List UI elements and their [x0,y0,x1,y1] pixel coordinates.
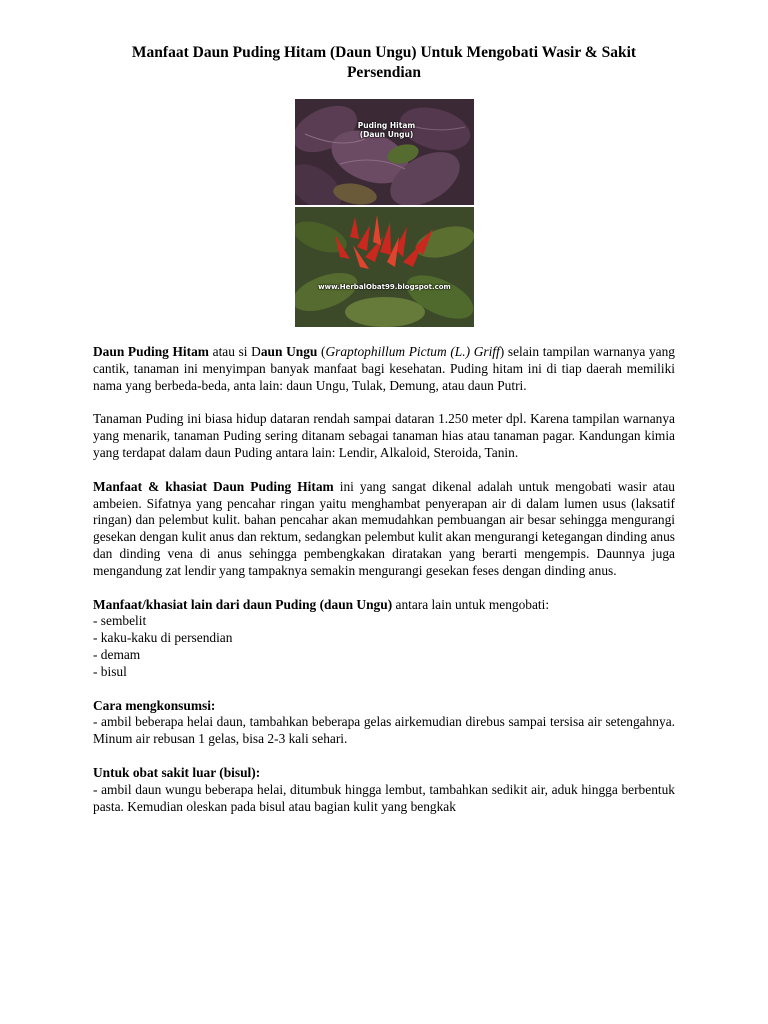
caption-line-1: Puding Hitam [357,121,416,130]
external-use-text: - ambil daun wungu beberapa helai, ditumbuk hingga lembut, tambahkan sedikit air, aduk hingga berbentuk pasta. Kemudian oleskan pada bisul atau bagian kulit yang bengkak [93,781,675,814]
purple-leaves-photo [295,99,474,205]
consumption-text: - ambil beberapa helai daun, tambahkan beberapa gelas airkemudian direbus sampai tersisa air setengahnya. Minum air rebusan 1 gelas, bisa 2-3 kali sehari. [93,714,675,747]
caption-line-2: (Daun Ungu) [359,130,414,139]
list-item: - sembelit [93,613,147,629]
red-flowers-illustration [295,207,474,327]
plant-photo-figure [295,99,474,327]
consumption-heading-text: Cara mengkonsumsi: [93,697,216,713]
list-item: - bisul [93,663,127,679]
intro-scientific-name: Graptophillum Pictum (L.) Griff [325,344,500,359]
benefits-paragraph [93,479,675,580]
document-title: Manfaat Daun Puding Hitam (Daun Ungu) Untuk Mengobati Wasir & Sakit Persendian [131,44,637,81]
other-benefits-text: antara lain untuk mengobati: [392,596,550,612]
list-item: - kaku-kaku di persendian [93,630,233,646]
intro-paragraph [93,344,675,394]
intro-text-3: ) selain tampilan warnanya yang cantik, tanaman ini menyimpan banyak manfaat bagi kesehatan. Puding hitam ini di tiap daerah memiliki nama yang berbeda-beda, anta lain: daun Ungu, Tulak, Demung, atau daun Putri. [93,344,675,393]
list-item: - demam [93,646,141,662]
benefits-text: ini yang sangat dikenal adalah untuk mengobati wasir atau ambeien. Sifatnya yang pencahar ringan yaitu menghambat penyerapan air di dalam lumen usus (laksatif ringan) dan pelembut kulit. bahan pencahar akan memudahkan pembuangan air besar sehingga mengurangi gesekan dengan kulit anus dan rektum, sedangkan pelembut kulit akan mengurangi ketegangan dinding anus dan dinding vena di anus sehingga pembengkakan diratakan yang berarti mengempis. Daunnya juga mengandung zat lendir yang tampaknya semakin mengurangi gesekan feses dengan dinding anus. [93,478,675,578]
other-benefits-section [93,597,675,681]
habitat-paragraph: Tanaman Puding ini biasa hidup dataran rendah sampai dataran 1.250 meter dpl. Karena tampilan warnanya yang menarik, tanaman Puding sering ditanam sebagai tanaman hias atau tanaman pagar. Kandungan kimia yang terdapat dalam daun Puding antara lain: Lendir, Alkaloid, Steroida, Tanin. [93,411,675,460]
photo-watermark: www.HerbalObat99.blogspot.com [318,283,451,291]
other-benefits-bold-lead: Manfaat/khasiat lain dari daun Puding (daun Ungu) [93,596,393,612]
benefits-bold-lead: Manfaat & khasiat Daun Puding Hitam [93,478,334,494]
intro-bold-daun-ungu: aun Ungu [260,344,318,359]
intro-text-1: atau si D [208,344,261,359]
intro-text-2: ( [317,344,326,359]
consumption-heading [93,698,675,715]
consumption-section [93,698,675,748]
intro-bold-plant-name: Daun Puding Hitam [93,344,209,359]
external-use-heading [93,765,675,782]
external-use-heading-text: Untuk obat sakit luar (bisul): [93,764,261,780]
photo-caption-top [347,121,427,139]
purple-leaves-illustration [295,99,474,205]
other-benefits-intro [93,597,675,614]
external-use-section [93,765,675,815]
document-page [93,0,675,815]
red-flowers-photo [295,207,474,327]
